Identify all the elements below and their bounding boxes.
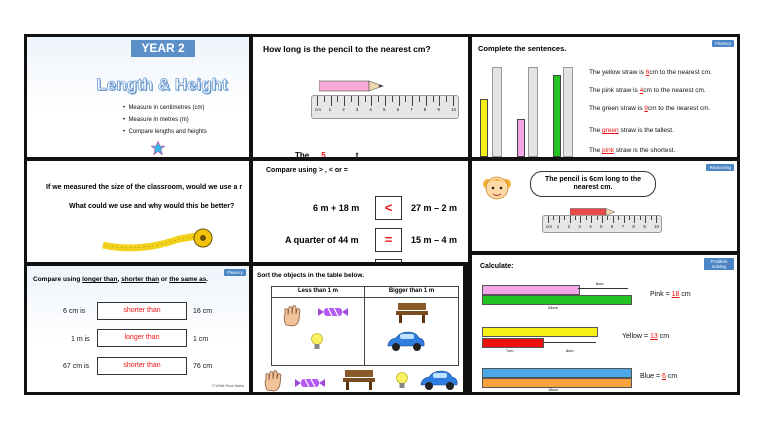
slide-compare-symbols[interactable] — [253, 161, 468, 262]
symbol-box-1[interactable]: < — [375, 196, 402, 220]
symbol-box-3[interactable] — [375, 259, 402, 262]
red-bar — [482, 338, 544, 348]
compare-left-2: A quarter of 44 m — [285, 235, 359, 245]
row-right-2: 1 cm — [193, 336, 209, 343]
question-text: How long is the pencil to the nearest cm? — [263, 44, 431, 54]
ruler-label: 2 — [342, 107, 345, 112]
row-right-3: 76 cm — [193, 363, 213, 370]
problem-solving-tag: Problem solving — [704, 258, 734, 270]
slide-heading: Complete the sentences. — [478, 44, 567, 53]
slide-pencil-question[interactable] — [253, 37, 468, 157]
ruler-tick — [591, 216, 592, 223]
ruler-half-tick — [337, 96, 338, 102]
ruler-label: 7 — [621, 224, 625, 229]
slide-calculate-bars[interactable] — [472, 255, 737, 392]
ruler-tick — [426, 96, 427, 106]
ruler-tick — [317, 96, 318, 106]
slide-reasoning-pencil[interactable] — [472, 161, 737, 251]
compare-right-2: 15 m – 4 m — [411, 235, 458, 245]
ruler-label: 3 — [578, 224, 581, 229]
row-right-1: 16 cm — [193, 308, 213, 315]
compare-right-1: 27 m – 2 m — [411, 203, 458, 213]
ruler-half-tick — [597, 216, 598, 220]
ruler-label: 9 — [437, 107, 440, 112]
sentence-5: The pink straw is the shortest. — [589, 147, 676, 154]
star-logo-icon — [151, 141, 165, 157]
slide-compare-words[interactable] — [27, 266, 249, 392]
row-left-1: 6 cm is — [63, 308, 86, 315]
ruler-half-tick — [324, 96, 325, 102]
answer-pink: Pink = 18 cm — [650, 291, 691, 298]
blue-bar — [482, 368, 632, 378]
partial-answer-text: The 5 t — [295, 151, 359, 157]
ruler-tick — [358, 96, 359, 106]
ruler-half-tick — [392, 96, 393, 102]
fluency-tag: Fluency — [712, 40, 734, 47]
ruler-tick — [344, 96, 345, 106]
hand-icon[interactable] — [263, 370, 283, 392]
bar-label-6cm: 6cm — [596, 281, 604, 286]
sentence-3: The green straw is 9cm to the nearest cm. — [589, 105, 711, 112]
arrow-6cm-2 — [544, 342, 596, 343]
ruler-tick — [580, 216, 581, 223]
ruler-tick — [331, 96, 332, 106]
ruler-label: cm — [315, 107, 321, 112]
pink-straw — [517, 119, 525, 157]
slide-heading: Length & Height — [96, 75, 228, 94]
ruler-half-tick — [351, 96, 352, 102]
table-header-divider — [272, 297, 458, 298]
sort-table — [271, 286, 459, 366]
ruler-tick — [371, 96, 372, 106]
ruler-half-tick — [651, 216, 652, 220]
ruler-half-tick — [618, 216, 619, 220]
car-icon[interactable] — [419, 370, 459, 392]
ruler-tick — [602, 216, 603, 223]
ruler-label: 8 — [423, 107, 427, 112]
bullet-1: • Measure in centimetres (cm) — [123, 105, 205, 111]
ruler-tick — [613, 216, 614, 223]
ruler-label: 4 — [369, 107, 372, 112]
ruler-tick — [634, 216, 635, 223]
slide-heading: Calculate: — [480, 263, 514, 270]
ruler-half-tick — [564, 216, 565, 220]
ruler-tick — [624, 216, 625, 223]
car-icon[interactable] — [386, 331, 426, 358]
question-line-1: If we measured the size of the classroom, would we use a r — [46, 184, 243, 191]
ruler-label: 9 — [643, 224, 646, 229]
ruler-tick — [548, 216, 549, 223]
green-straw — [553, 75, 561, 157]
ruler-half-tick — [405, 96, 406, 102]
ruler-label: 6 — [396, 107, 400, 112]
ruler-half-tick — [378, 96, 379, 102]
ruler-label: cm — [546, 224, 552, 229]
sentence-4: The green straw is the tallest. — [589, 127, 674, 134]
ruler-label: 10 — [451, 107, 457, 112]
ruler-label: 7 — [410, 107, 413, 112]
fluency-tag: Fluency — [224, 269, 246, 276]
slide-heading: Compare using longer than, shorter than or the same as. — [33, 276, 209, 283]
bar-label-18cm: 18cm — [548, 387, 558, 392]
slide-grid — [24, 34, 740, 395]
ruler-label: 1 — [328, 107, 332, 112]
ruler-half-tick — [553, 216, 554, 220]
speech-bubble: The pencil is 6cm long to the nearest cm. — [530, 171, 656, 197]
row-left-3: 67 cm is — [63, 363, 90, 370]
column-header-bigger: Bigger than 1 m — [388, 288, 435, 294]
bullet-3: • Compare lengths and heights — [123, 129, 207, 135]
hand-icon[interactable] — [282, 305, 302, 332]
ruler-label: 8 — [632, 224, 635, 229]
yellow-bar — [482, 327, 598, 337]
ruler-half-tick — [629, 216, 630, 220]
ruler-tick — [570, 216, 571, 223]
ruler — [311, 95, 459, 119]
ruler-tick — [559, 216, 560, 223]
slide-classroom-question[interactable] — [27, 161, 249, 262]
ruler-label: 10 — [654, 224, 660, 229]
sentence-2: The pink straw is 4cm to the nearest cm. — [589, 87, 706, 94]
ruler-label: 5 — [383, 107, 386, 112]
ruler-tick — [412, 96, 413, 106]
ruler-half-tick — [419, 96, 420, 102]
ruler-vertical-2 — [528, 67, 538, 157]
ruler-half-tick — [365, 96, 366, 102]
ruler-label: 5 — [600, 224, 603, 229]
candy-icon[interactable] — [318, 305, 348, 323]
green-bar — [482, 295, 632, 305]
column-header-less: Less than 1 m — [297, 288, 338, 294]
ruler-tick — [385, 96, 386, 106]
footer-credit: © White Rose Maths — [212, 384, 245, 388]
ruler-half-tick — [586, 216, 587, 220]
question-line-2: What could we use and why would this be better? — [69, 203, 235, 210]
bench-icon[interactable] — [343, 370, 375, 392]
compare-left-1: 6 m + 18 m — [313, 203, 360, 213]
ruler-tick — [656, 216, 657, 223]
ruler-half-tick — [575, 216, 576, 220]
pink-bar — [482, 285, 580, 295]
reasoning-tag: Reasoning — [706, 164, 734, 171]
answer-box-3[interactable]: shorter than — [97, 357, 187, 375]
ruler-vertical-1 — [492, 67, 502, 157]
ruler-vertical-3 — [563, 67, 573, 157]
tape-measure-icon — [99, 227, 215, 260]
row-left-2: 1 m is — [71, 336, 90, 343]
ruler-half-tick — [607, 216, 608, 220]
light-bulb-icon[interactable] — [310, 333, 324, 356]
answer-box-1[interactable]: shorter than — [97, 302, 187, 320]
candy-icon[interactable] — [295, 376, 325, 392]
bar-label-6cm-2: 6cm — [566, 348, 574, 353]
answer-blue: Blue = 6 cm — [640, 373, 678, 380]
bullet-2: • Measure in metres (m) — [123, 117, 189, 123]
slide-heading: Sort the objects in the table below. — [257, 272, 365, 279]
ruler-half-tick — [640, 216, 641, 220]
slide-heading: Compare using > , < or = — [266, 167, 348, 174]
light-bulb-icon[interactable] — [395, 372, 409, 392]
ruler-half-tick — [433, 96, 434, 102]
slide-title[interactable] — [27, 37, 249, 157]
ruler-tick — [439, 96, 440, 106]
ruler-label: 3 — [355, 107, 359, 112]
yellow-straw — [480, 99, 488, 157]
arrow-6cm — [578, 288, 628, 289]
sentence-1: The yellow straw is 6cm to the nearest cm. — [589, 69, 712, 76]
table-divider — [364, 287, 365, 365]
ruler-label: 4 — [589, 224, 592, 229]
ruler-tick — [399, 96, 400, 106]
ruler-half-tick — [446, 96, 447, 102]
ruler-label: 1 — [556, 224, 560, 229]
year-banner: YEAR 2 — [131, 40, 195, 57]
ruler-label: 6 — [610, 224, 614, 229]
answer-box-2[interactable]: longer than — [97, 329, 187, 347]
symbol-box-2[interactable]: = — [375, 228, 402, 252]
girl-avatar-icon — [482, 173, 512, 208]
ruler — [542, 215, 662, 233]
bar-label-7cm: 7cm — [506, 348, 514, 353]
ruler-tick — [645, 216, 646, 223]
bench-icon[interactable] — [396, 303, 428, 328]
bar-label-24cm: 24cm — [548, 305, 558, 310]
answer-yellow: Yellow = 13 cm — [622, 333, 670, 340]
ruler-label: 2 — [567, 224, 571, 229]
ruler-tick — [453, 96, 454, 106]
slide-complete-sentences[interactable] — [472, 37, 737, 157]
slide-sort-objects[interactable] — [253, 266, 463, 392]
